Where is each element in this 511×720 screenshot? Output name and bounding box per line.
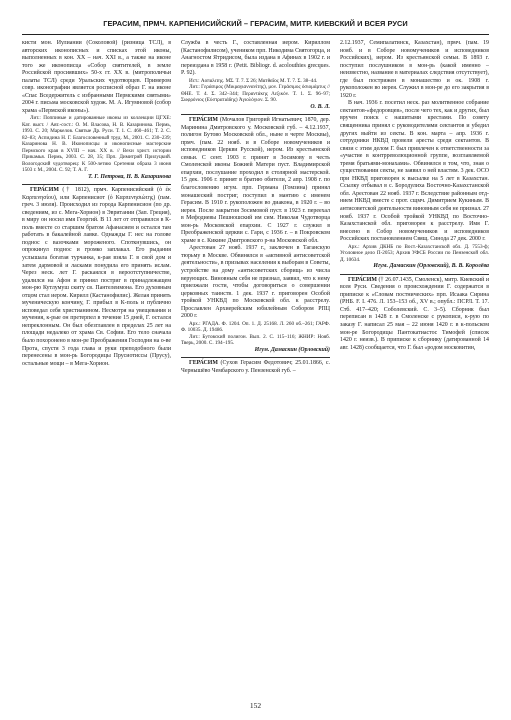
author-signature: О. В. Л. xyxy=(310,103,330,110)
paragraph: Служба в честь Г., составленная иером. Кириллом (Кастанофилисом), учеником прп. Никодима Святогорца, и Анагностом Ятридисом, была издана в Афинах в 1902 г. и переиздана в 1958 г. (Petit. Bibliogr. d. acolouthies grecques. P. 92). xyxy=(181,40,330,77)
sources-list: Ист.: Αοπαλιτης. ΜΣ. Τ. 7. Σ 26; Ματθαῖος Μ. Τ. 7. Σ. 38–44. xyxy=(189,77,318,84)
literature-list: Лит.: Бутовский полигон. Вып. 2. С. 115–116; ЖНИР: Нояб. Тверь, 2000. С. 194–195. xyxy=(181,333,330,347)
page-number: 152 xyxy=(249,701,262,710)
article-entry xyxy=(181,360,330,375)
article-entry xyxy=(181,117,330,245)
author-signature: Т. Г. Петрова, Н. В. Казаринова xyxy=(88,173,171,180)
article-text: († 1812), прмч. Карпенисийский (ὁ ἐκ Καρπενησίου), или Карпенисиот (ὁ Καρπενησιώτης) (пам. греч. 3 июля). Происходил из города Карпенисион (по др. сведениям, из с. Мега-Хорион) в Эвритании (Зап. Греция), в миру он носил имя Георгий. В 11 лет от отправился в К-поль вместе со старшим братом Афанасием и остался там работать в бакалейной лавке. Однажды Г. нес на голове поднос с вазочками мороженого. Споткнувшись, он опрокинул поднос и громко заплакал. Его рыдания услышала богатая турчанка, к-рая взяла Г. в свой дом и затем дармовой и ласками понудила его принять ислам. Через неск. лет Г. раскаялся в вероотступничестве, удалился на Афон и принял постриг в принадлежащем мон-рю Кутлумуш скиту св. Пантелеимона. Его духовным отцом стал иером. Кирилл (Кастанофилис). Желая принять мученическую кончину, Г. прибыл в К-поль и публично исповедал себя христианином. Несмотря на увещевания и мучения, к-рые он претерпел в течение 15 дней, Г. остался непреклонным. Он был обезглавлен в пределах 25 лет на площади недалеко от храма Св. Софии. Его тело сначала было похоронено в мон-ре Преображения Господня на о-ве Прота, спустя 3 года глава и руки преподобного были перенесены в мон-рь Богородицы Прусиотиссы (Прусу), остальные мощи – в Мега-Хорион. xyxy=(22,187,171,367)
article-text: (Мочалов Григорий Игнатьевич; 1870, дер. Маринина Дмитровского у. Московской губ. – 4.12.1937, полигон Бутово Московской обл., ныне в черте Москвы), прмч. (пам. 22 нояб. и в Соборе новомучеников и исповедников Церкви Русской), иером. Из крестьянской семьи. С сент. 1903 г. принят в Зосимову в честь Смоленской иконы Божией Матери пуст. Владимирской епархии, послушание проходил в столярной мастерской. 15 дек. 1906 г. принят в братию обители, 2 апр. 1908 г. по благословению игум. прп. Германа (Гомзина) принял монашеский постриг, поступил в мантию с именем Герасим. В 1910 г. рукоположен во диакона, в 1920 г. – во иерея. После закрытия Зосимовой пуст. в 1923 г. переехал в Мефодиевы Пешношский им сим. Николая Чудотворца мон-рь Московской епархии. С 1927 г. служил в Преображенской церкви с. Гари, с 1936 г. – в Покровском храме в с. Кикине Дмитровского р-на Московской обл. xyxy=(181,117,330,244)
paragraph: Арестован 27 нояб. 1937 г., заключен в Таганскую тюрьму в Москве. Обвинялся в «активной антисоветской деятельности», в призывах населения к выборам в Советы, устройстве на дому «антисоветских сборищ» из числа верующих. Виновным себя не признал, заявил, что к нему приезжали гости, чтобы договориться о совершении церковных таинств. 1 дек. 1937 г. приговорен Особой тройкой УНКВД по Московской обл. к расстрелу. Прославлен Архиерейским юбилейным Собором РПЦ 2000 г. xyxy=(181,245,330,320)
running-title: ГЕРАСИМ, ПРМЧ. КАРПЕНИСИЙСКИЙ – ГЕРАСИМ, МИТР. КИЕВСКИЙ И ВСЕЯ РУСИ xyxy=(103,19,408,28)
column-3 xyxy=(340,40,489,694)
divider xyxy=(22,184,171,185)
text-columns xyxy=(22,40,489,694)
article-headword: ГЕРА́СИМ xyxy=(189,360,218,367)
author-signature: Игум. Дамаскин (Орловский) xyxy=(254,346,330,353)
article-text: (Сухов Герасим Федотович; 25.01.1866, с. Чернышёво Чембарского у. Пензенской губ. – xyxy=(181,360,330,374)
article-headword: ГЕРА́СИМ xyxy=(189,117,218,124)
paragraph: В нач. 1936 г. посетил неск. раз молитвенное собрание сектантов-«федоровцев», после чего тех, как и других, был вручен поиск с нашитыми крестами. По совету священника принял с руководителями сектантов и убедил других выйти из секты. В кон. марта – апр. 1936 г. сотрудники НКВД провели аресты среди сектантов. В связи с этим делом Г. был привлечен к ответственности за «участие в контрреволюционной группе, возглавляемой тремя братьями-монахами». Обвинялся в том, что, зная о существовании секты, не заявил о ней властям. 3 дек. ОСО при НКВД приговорен к высылке на 5 лет в Казахстан. Ссылку отбывал в с. Бородулиха Восточно-Казахстанской обл. Арестован 22 нояб. 1937 г. Вследствие районным отд-нием НКВД вместе с прот. сщмч. Димитрием Кукиным. В антисоветской деятельности виновным себя не признал. 27 нояб. 1937 г. Особой тройкой УНКВД по Восточно-Казахстанской обл. приговорен к расстрелу. Имя Г. внесено в Собор новомучеников и исповедников Российских постановлением Свящ. Синода 27 дек. 2000 г. xyxy=(340,100,489,243)
article-headword: ГЕРА́СИМ xyxy=(348,276,377,283)
running-header xyxy=(22,14,489,35)
column-1 xyxy=(22,40,171,694)
literature-list: Лит.: Γεράσιμος (Μικραγιαννανίτης), μον. Γεράσιμος ὁσιομάρτυς // ΘΗΕ. Τ. 4. Σ. 342–344; Περαντάκης Λεξικόν. Τ. 1. Σ. 96–97; Σωφρόνιος (Εὐστρατιάδης) Ἁγιολόγιον. Σ. 90. xyxy=(181,84,330,104)
article-entry xyxy=(340,277,489,352)
divider xyxy=(181,357,330,358)
divider xyxy=(340,274,489,275)
divider xyxy=(181,114,330,115)
article-text: († 26.07.1435, Смоленск), митр. Киевский и всея Руси. Сведения о происхождении Г. содержатся в приписке к «Словам постнических» прп. Исаака Сирина (РНБ. F. I. 476. Л. 153–153 об., XV в.; опубл.: ПСРЛ. Т. 17. Стб. 417–420; Соболевский. С. 3–5). Сборник был переписан в 1428 г. в Смоленске с рукописи, к-рую по заказу Г. написал 25 мая – 22 июня 1420 г. в к-польском мон-ре Богородицы Пантокатиастос Тимофей (список 1420 г. неизв.). В приписке к сборнику (датированной 14 авг. 1428) сообщается, что Г. был «родом московитин, xyxy=(340,276,489,351)
article-headword: ГЕРА́СИМ xyxy=(30,187,59,194)
paragraph: кисти мон. Иулиании (Соколовой) (ризница ТСЛ), в авторских иконописных и списках этой иконы, выполненных в кон. XX – нач. XXI в., а также на иконе того же иконописца «Собор святителей, в земле Российской просиявших» 50-х гг. XX в. (митрополичьи палаты ТСЛ) среди Уральских чудотворцев. Примером совр. иконографии является росписной образ Г. на иконе «Спас Вседержитель с избранными Пермскими святыми» 2004 г. письма московской худож. М. А. Игумновой (собор храма «Пермской иконы»). xyxy=(22,40,171,114)
column-2 xyxy=(181,40,330,694)
article-entry xyxy=(22,187,171,368)
archive-list: Арх.: РГАДА. Ф. 1204. Оп. 1. Д. 25168. Л. 260 об.–261; ГАРФ. Ф. 10035. Д. 19486. xyxy=(181,320,330,334)
paragraph: 2.12.1937, Семипалатинск, Казахстан), прмч. (пам. 19 нояб. и в Соборе новомучеников и исповедников Российских), иером. Из крестьянской семьи. В 1893 г. поступил послушником в мон-рь (какой именно – неизвестно, название в материалах следствия отсутствует), где был пострижен в монашество и ок. 1908 г. рукоположен во иерея. Служил в мон-ре до его закрытия в 1920 г. xyxy=(340,40,489,99)
archive-list: Арх.: Архив ДКНБ по Вост.-Казахстанской обл. Д. 7553-ф; Уголовное дело П-2053; Архив УФСБ России по Пензенской обл. Д. 10634. xyxy=(340,243,489,263)
literature-list: Лит.: Поппиные и датированные иконы из коллекции ЦГХЕ: Кат. выст. / Авт.-сост.: О. М. Власова, Н. В. Казаринова. Пермь, 1993. С. 20; Маркелов. Святые Др. Руси. Т. 1. С. 460–461; Т. 2. С. 82–83; Аспидина Н. Г. Благословенный труд. М., 2001. С. 230–239; Казаринова Н. В. Иконописцы и иконописные мастерские Пермского края в XVIII – нач. XX в. // Вехи христ. истории Прикамья. Пермь, 2003. С. 28, 35; Прп. Димитрий Прилуцкий. Вологодский чудотворец: К 500-летию Сретения образа 3 июня 1503 г. М., 2004. С. 92; Т. А. Г. xyxy=(22,115,171,174)
author-signature: Игум. Дамаскин (Орловский), В. В. Королёва xyxy=(373,263,489,270)
